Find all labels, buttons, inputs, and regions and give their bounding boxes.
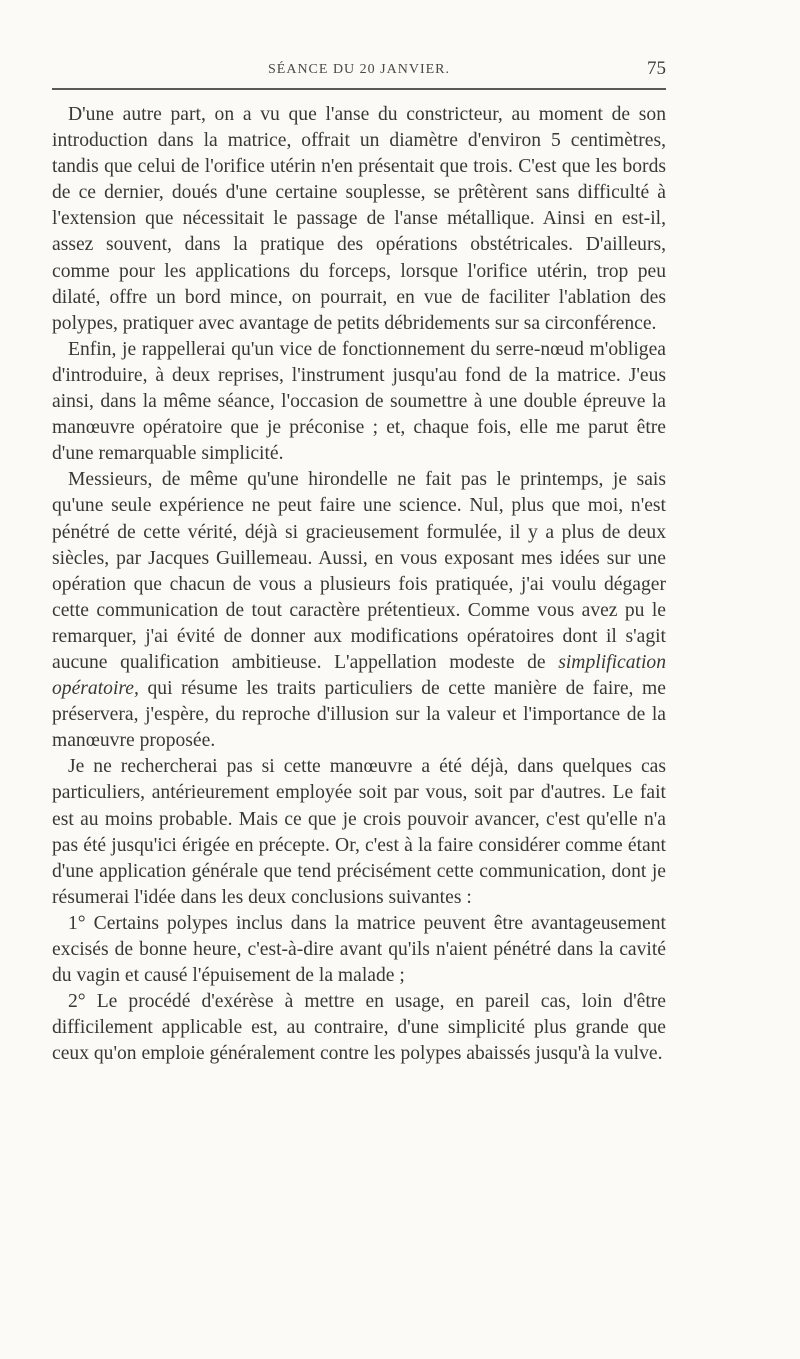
paragraph-1: D'une autre part, on a vu que l'anse du constricteur, au moment de son introduction dans la matrice, offrait un diamètre d'environ 5 centimètres, tandis que celui de l'orifice utérin n'en présentait que trois. C'est que les bords de ce dernier, doués d'une certaine souplesse, se prêtèrent sans difficulté à l'extension que nécessitait le passage de l'anse métallique. Ainsi en est-il, assez souvent, dans la pratique des opérations obstétricales. D'ailleurs, comme pour les applications du forceps, lorsque l'orifice utérin, trop peu dilaté, offre un bord mince, on pourrait, en vue de faciliter l'ablation des polypes, pratiquer avec avantage de petits débridements sur sa circonférence. [52,104,666,334]
paragraph-3-italic-term: simplification opératoire, [52,651,666,700]
page-number: 75 [647,58,666,79]
paragraph-3 [52,467,666,754]
paragraph-2: Enfin, je rappellerai qu'un vice de fonctionnement du serre-nœud m'obligea d'introduire, à deux reprises, l'instrument jusqu'au fond de la matrice. J'eus ainsi, dans la même séance, l'occasion de soumettre à une double épreuve la manœuvre opératoire que je préconise ; et, chaque fois, elle me parut être d'une remarquable simplicité. [52,338,666,465]
running-title: SÉANCE DU 20 JANVIER. [268,62,450,77]
body-text [52,102,666,1067]
running-head [52,54,666,88]
paragraph-4: Je ne rechercherai pas si cette manœuvre a été déjà, dans quelques cas particuliers, antérieurement employée soit par vous, soit par d'autres. Le fait est au moins probable. Mais ce que je crois pouvoir avancer, c'est qu'elle n'a pas été jusqu'ici érigée en précepte. Or, c'est à la faire considérer comme étant d'une application générale que tend précisément cette communication, dont je résumerai l'idée dans les deux conclusions suivantes : [52,756,666,908]
book-page [52,54,666,1067]
conclusion-2: 2° Le procédé d'exérèse à mettre en usage, en pareil cas, loin d'être difficilement applicable est, au contraire, d'une simplicité plus grande que ceux qu'on emploie généralement contre les polypes abaissés jusqu'à la vulve. [52,991,666,1065]
paragraph-3-text-before: Messieurs, de même qu'une hirondelle ne fait pas le printemps, je sais qu'une seule expérience ne peut faire une science. Nul, plus que moi, n'est pénétré de cette vérité, déjà si gracieusement formulée, il y a plus de deux siècles, par Jacques Guillemeau. Aussi, en vous exposant mes idées sur une opération que chacun de vous a plusieurs fois pratiquée, j'ai voulu dégager cette communication de tout caractère prétentieux. Comme vous avez pu le remarquer, j'ai évité de donner aux modifications opératoires dont il s'agit aucune qualification ambitieuse. L'appellation modeste de [52,469,666,673]
conclusion-1: 1° Certains polypes inclus dans la matrice peuvent être avantageusement excisés de bonne heure, c'est-à-dire avant qu'ils n'aient pénétré dans la cavité du vagin et causé l'épuisement de la malade ; [52,912,666,987]
header-rule [52,88,666,90]
paragraph-3-text-after: qui résume les traits particuliers de cette manière de faire, me préservera, j'espère, du reproche d'illusion sur la valeur et l'importance de la manœuvre proposée. [52,678,666,752]
